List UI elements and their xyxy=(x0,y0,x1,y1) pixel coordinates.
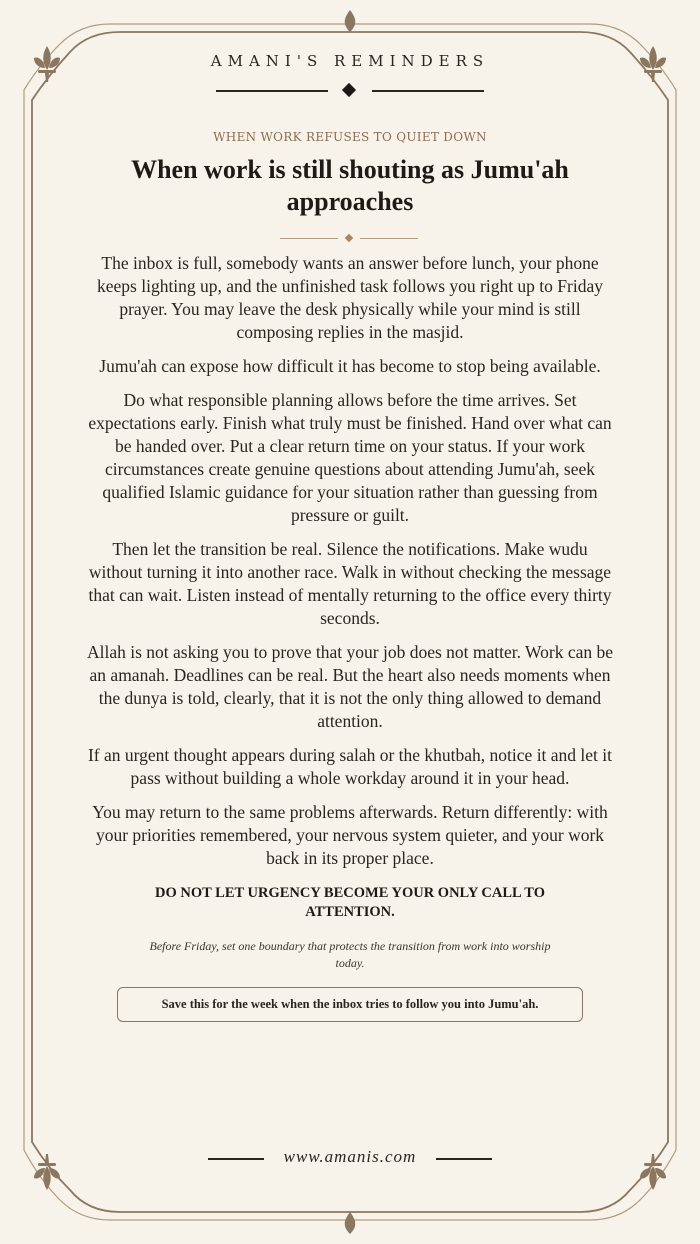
article-paragraph: You may return to the same problems afterwards. Return differently: with your priorities remembered, your nervous system quieter, and your work back in its proper place. xyxy=(92,802,608,868)
brand-divider xyxy=(0,83,700,99)
article-paragraph: Do what responsible planning allows before the time arrives. Set expectations early. Finish what truly must be finished. Hand over what can be handed over. Put a clear return time on your status. If your work circumstances create genuine questions about attending Jumu'ah, seek qualified Islamic guidance for your situation rather than guessing from pressure or guilt. xyxy=(88,390,612,525)
title-divider xyxy=(84,232,616,246)
article xyxy=(84,130,616,1022)
article-paragraph: Then let the transition be real. Silence the notifications. Make wudu without turning it into another race. Walk in without checking the message that can wait. Listen instead of mentally returning to the office every thirty seconds. xyxy=(88,539,612,628)
article-title: When work is still shouting as Jumu'ah approaches xyxy=(131,155,569,216)
article-body xyxy=(84,252,616,870)
article-paragraph: Jumu'ah can expose how difficult it has become to stop being available. xyxy=(99,356,601,376)
article-kicker: WHEN WORK REFUSES TO QUIET DOWN xyxy=(213,130,487,144)
article-callout: DO NOT LET URGENCY BECOME YOUR ONLY CALL TO ATTENTION. xyxy=(155,885,545,920)
divider-line xyxy=(360,238,418,239)
diamond-divider-icon xyxy=(345,234,353,242)
save-note-box: Save this for the week when the inbox tries to follow you into Jumu'ah. xyxy=(117,987,583,1022)
action-note: Before Friday, set one boundary that protects the transition from work into worship today. xyxy=(149,939,551,970)
divider-line xyxy=(216,90,328,92)
divider-line xyxy=(372,90,484,92)
divider-line xyxy=(436,1158,492,1160)
divider-line xyxy=(280,238,338,239)
footer xyxy=(0,1146,700,1170)
article-paragraph: If an urgent thought appears during salah or the khutbah, notice it and let it pass without building a whole workday around it in your head. xyxy=(87,745,613,788)
article-paragraph: Allah is not asking you to prove that your job does not matter. Work can be an amanah. Deadlines can be real. But the heart also needs moments when the dunya is told, clearly, that it is not the only thing allowed to demand attention. xyxy=(86,642,614,731)
brand-title: AMANI'S REMINDERS xyxy=(210,52,490,70)
article-paragraph: The inbox is full, somebody wants an answer before lunch, your phone keeps lighting up, and the unfinished task follows you right up to Friday prayer. You may leave the desk physically while your mind is still composing replies in the masjid. xyxy=(97,253,603,342)
website-url: www.amanis.com xyxy=(283,1147,417,1166)
diamond-divider-icon xyxy=(342,83,356,97)
